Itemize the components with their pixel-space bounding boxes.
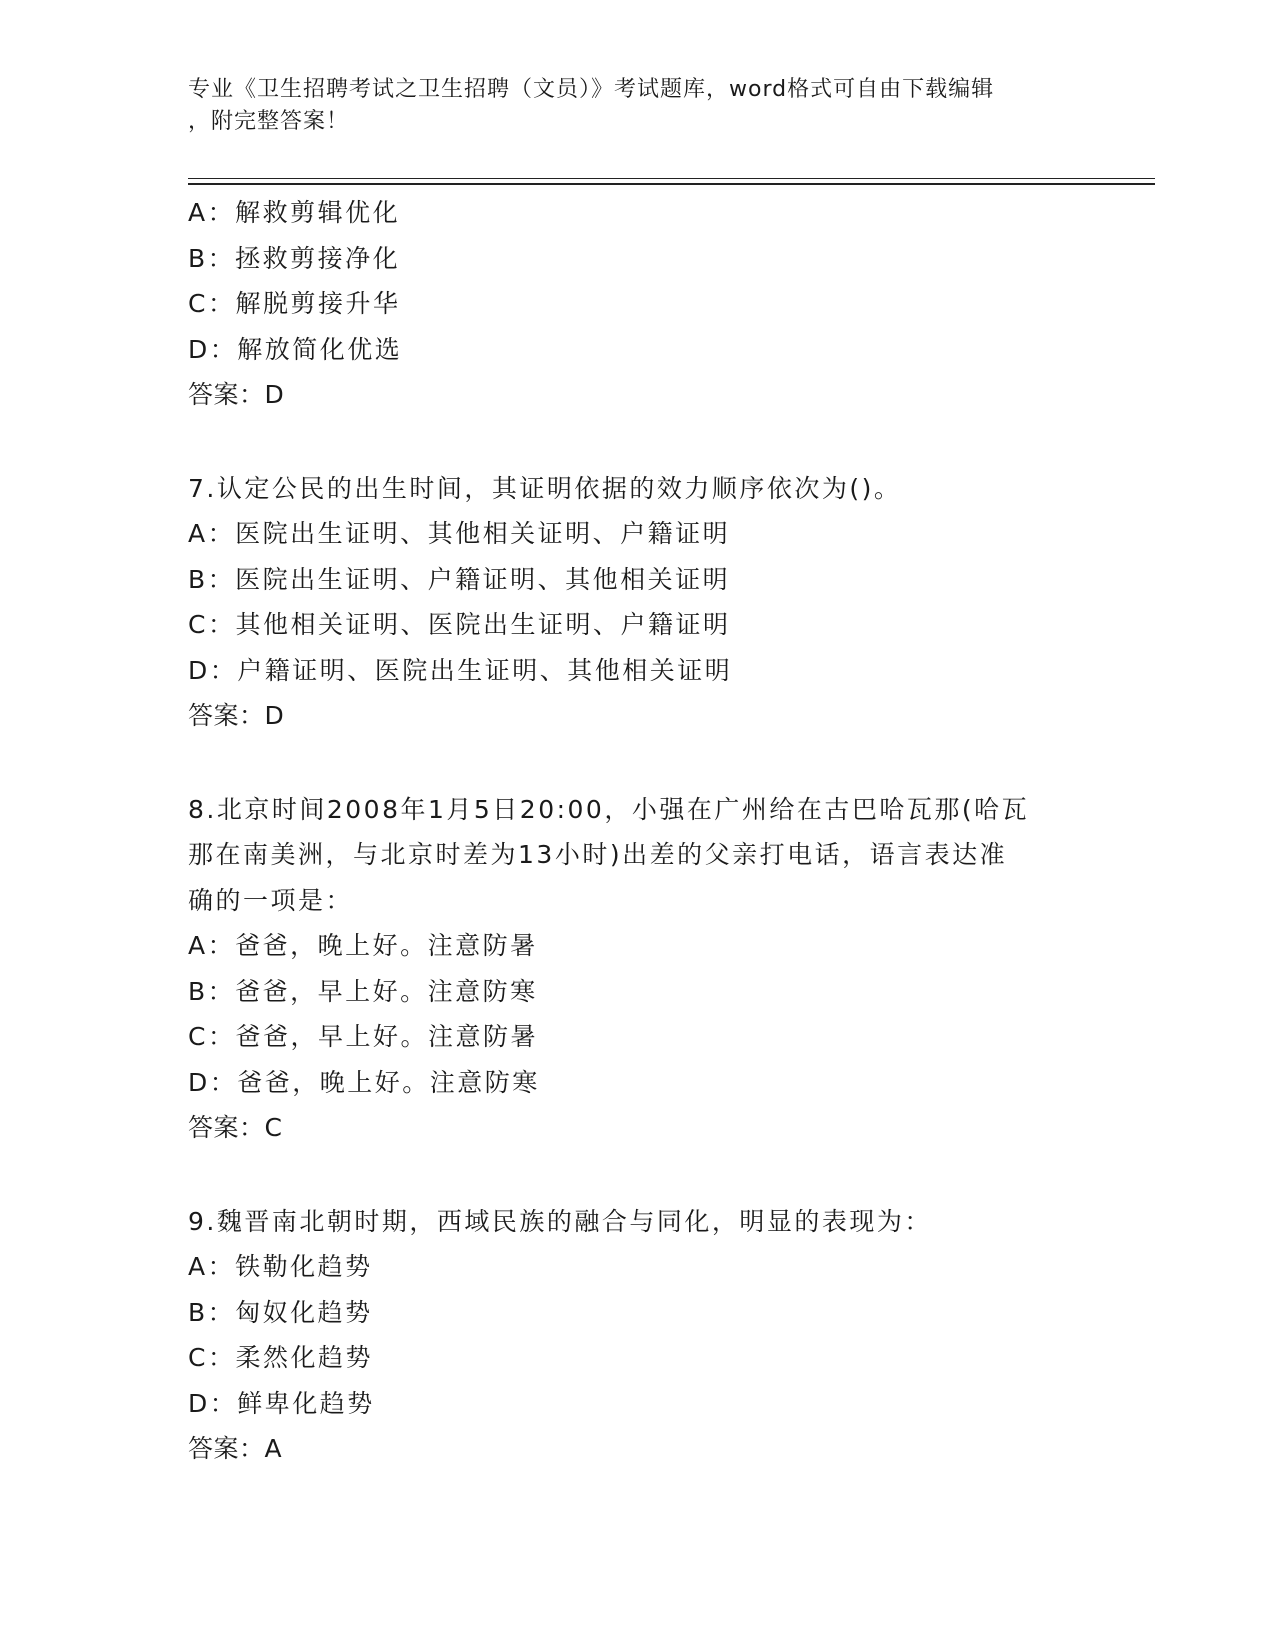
q7-option-c: C：其他相关证明、医院出生证明、户籍证明: [188, 610, 731, 639]
q7-answer: 答案：D: [188, 701, 285, 730]
q9-option-a: A：铁勒化趋势: [188, 1252, 373, 1281]
question-7: [188, 466, 1088, 739]
q8-stem-line-1: 8.北京时间2008年1月5日20:00，小强在广州给在古巴哈瓦那(哈瓦: [188, 794, 1030, 824]
q8-option-b: B：爸爸，早上好。注意防寒: [188, 976, 538, 1006]
q7-option-d: D：户籍证明、医院出生证明、其他相关证明: [188, 655, 733, 685]
question-6: [188, 190, 1088, 418]
q9-answer: 答案：A: [188, 1434, 283, 1463]
question-8: [188, 787, 1088, 1151]
q6-option-b: B：拯救剪接净化: [188, 243, 401, 273]
q9-option-d: D：鲜卑化趋势: [188, 1388, 375, 1418]
q8-option-d: D：爸爸，晚上好。注意防寒: [188, 1067, 540, 1097]
q6-option-a: A：解救剪辑优化: [188, 198, 401, 227]
q7-option-b: B：医院出生证明、户籍证明、其他相关证明: [188, 564, 731, 594]
header-line-1: 专业《卫生招聘考试之卫生招聘（文员）》考试题库，word格式可自由下载编辑: [188, 77, 995, 102]
header-divider-thin: [188, 178, 1155, 179]
q8-answer: 答案：C: [188, 1113, 283, 1142]
q9-option-c: C：柔然化趋势: [188, 1343, 373, 1372]
header-divider-thick: [188, 183, 1155, 185]
q8-stem-line-3: 确的一项是：: [188, 885, 354, 915]
header-line-2: ，附完整答案！: [188, 109, 350, 134]
question-9: [188, 1199, 1088, 1472]
q9-option-b: B：匈奴化趋势: [188, 1297, 373, 1327]
q6-option-d: D：解放简化优选: [188, 334, 403, 364]
q6-answer: 答案：D: [188, 380, 285, 409]
q8-option-c: C：爸爸，早上好。注意防暑: [188, 1022, 538, 1051]
q7-option-a: A：医院出生证明、其他相关证明、户籍证明: [188, 519, 731, 548]
document-header: [188, 74, 1088, 138]
q8-option-a: A：爸爸，晚上好。注意防暑: [188, 931, 538, 960]
q6-option-c: C：解脱剪接升华: [188, 289, 401, 318]
question-list: [188, 190, 1088, 1472]
q7-stem: 7.认定公民的出生时间，其证明依据的效力顺序依次为()。: [188, 473, 902, 503]
q8-stem-line-2: 那在南美洲，与北京时差为13小时)出差的父亲打电话，语言表达准: [188, 840, 1008, 869]
q9-stem: 9.魏晋南北朝时期，西域民族的融合与同化，明显的表现为：: [188, 1206, 932, 1236]
